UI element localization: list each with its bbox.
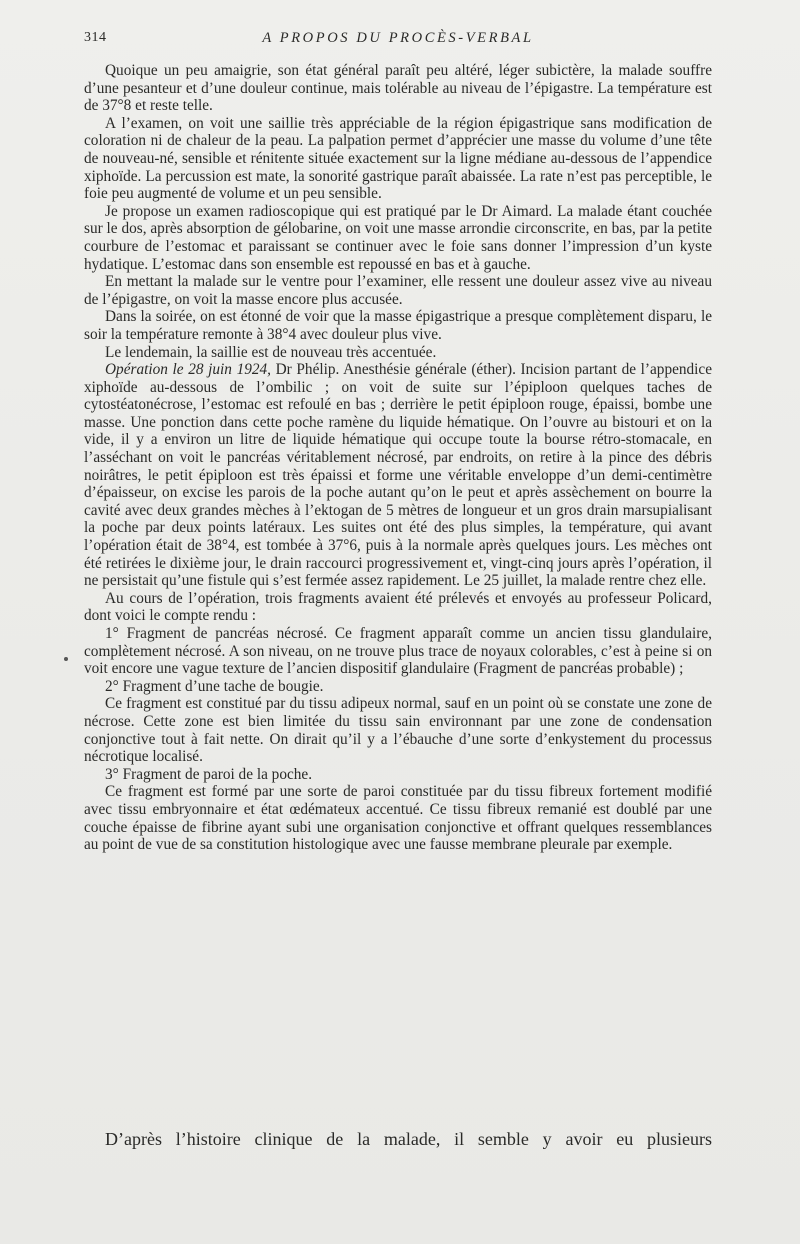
body-text <box>84 62 712 854</box>
paragraph-next-day: Le lendemain, la saillie est de nouveau très accentuée. <box>105 343 437 361</box>
paragraph-fragment-1: 1° Fragment de pancréas nécrosé. Ce fragment apparaît comme un ancien tissu glandulaire, complètement nécrosé. A son niveau, on ne trouve plus trace de noyaux colorables, c’est à peine si on voit encore une vague texture de l’ancien dispositif glandulaire (Fragment de pancréas probable) ; <box>84 625 712 678</box>
margin-mark <box>64 657 68 661</box>
running-head <box>84 30 712 52</box>
operation-text: Dr Phélip. Anesthésie générale (éther). Incision partant de l’appendice xiphoïde au-dessous de l’ombilic ; on voit de suite sur l’épiploon quelques taches de cytostéatonécrose, l’estomac est refoulé en bas ; derrière le petit épiploon rouge, épaissi, bombe une masse. Une ponction dans cette poche ramène du liquide hématique. On l’ouvre au bistouri et on la vide, il y a environ un litre de liquide hématique qui occupe toute la bourse rétro-stomacale, en l’asséchant on voit le pancréas véritablement nécrosé, par endroits, on retire à la pince des débris noirâtres, le petit épiploon est très épaissi et forme une véritable enveloppe d’un demi-centimètre d’épaisseur, on excise les parois de la poche autant qu’on le peut et après assèchement on bourre la cavité avec deux grandes mèches à l’ektogan de 5 mètres de longueur et un gros drain marsupialisant la poche par deux points latéraux. Les suites ont été des plus simples, la température, qui avant l’opération était de 38°4, est tombée à 37°6, puis à la normale après quelques jours. Les mèches ont été retirées le dixième jour, le drain raccourci progressivement et, vingt-cinq jours après l’opération, il ne persistait qu’une fistule qui s’est fermée assez rapidement. Le 25 juillet, la malade rentre chez elle. <box>84 361 713 590</box>
paragraph-prone-exam: En mettant la malade sur le ventre pour l’examiner, elle ressent une douleur assez vive au niveau de l’épigastre, on voit la masse encore plus accusée. <box>84 273 712 308</box>
paragraph-general-state: Quoique un peu amaigrie, son état général paraît peu altéré, léger subictère, la malade souffre d’une pesanteur et d’une douleur continue, mais tolérable au niveau de l’épigastre. La température est de 37°8 et reste telle. <box>84 62 712 115</box>
paragraph-radioscopy: Je propose un examen radioscopique qui est pratiqué par le Dr Aimard. La malade étant couchée sur le dos, après absorption de gélobarine, on voit une masse arrondie circonscrite, en bas, par la petite courbure de l’estomac et paraissant se continuer avec le foie sans donner l’impression d’un kyste hydatique. L’estomac dans son ensemble est repoussé en bas et à gauche. <box>84 202 712 273</box>
paragraph-examination: A l’examen, on voit une saillie très appréciable de la région épigastrique sans modification de coloration ni de chaleur de la peau. La palpation permet d’apprécier une masse du volume d’une tête de nouveau-né, sensible et rénitente située exactement sur la ligne médiane au-dessous de l’appendice xiphoïde. La percussion est mate, la sonorité gastrique paraît abaissée. La rate n’est pas perceptible, le foie peu augmenté de volume et un peu sensible. <box>84 114 712 203</box>
operation-date-label: Opération le 28 juin 1924, <box>105 361 271 379</box>
paragraph-fragment-2-text: Ce fragment est constitué par du tissu adipeux normal, sauf en un point où se constate une zone de nécrose. Cette zone est bien limitée du tissu sain environnant par une zone de condensation conjonctive tout à fait nette. On dirait qu’il y a l’ébauche d’une sorte d’enkystement du processus nécrotique localisé. <box>84 695 712 766</box>
running-title: A PROPOS DU PROCÈS-VERBAL <box>262 30 534 46</box>
paragraph-fragment-3-text: Ce fragment est formé par une sorte de paroi constituée par du tissu fibreux fortement modifié avec tissu embryonnaire et état œdémateux accentué. Ce tissu fibreux remanié est doublé par une couche épaisse de fibrine ayant subi une organisation conjonctive et offrant quelques ressemblances au point de vue de sa constitution histologique avec une fausse membrane pleurale par exemple. <box>84 783 712 854</box>
paragraph-evening: Dans la soirée, on est étonné de voir que la masse épigastrique a presque complètement disparu, le soir la température remonte à 38°4 avec douleur plus vive. <box>84 308 712 343</box>
paragraph-operation <box>84 361 712 590</box>
closing-line: D’après l’histoire clinique de la malade, il semble y avoir eu plusieurs <box>105 1129 712 1149</box>
page-number: 314 <box>84 30 107 45</box>
paragraph-fragments-intro: Au cours de l’opération, trois fragments avaient été prélevés et envoyés au professeur Policard, dont voici le compte rendu : <box>84 589 712 625</box>
paragraph-fragment-3-heading: 3° Fragment de paroi de la poche. <box>105 765 313 783</box>
paragraph-fragment-2-heading: 2° Fragment d’une tache de bougie. <box>105 677 324 695</box>
